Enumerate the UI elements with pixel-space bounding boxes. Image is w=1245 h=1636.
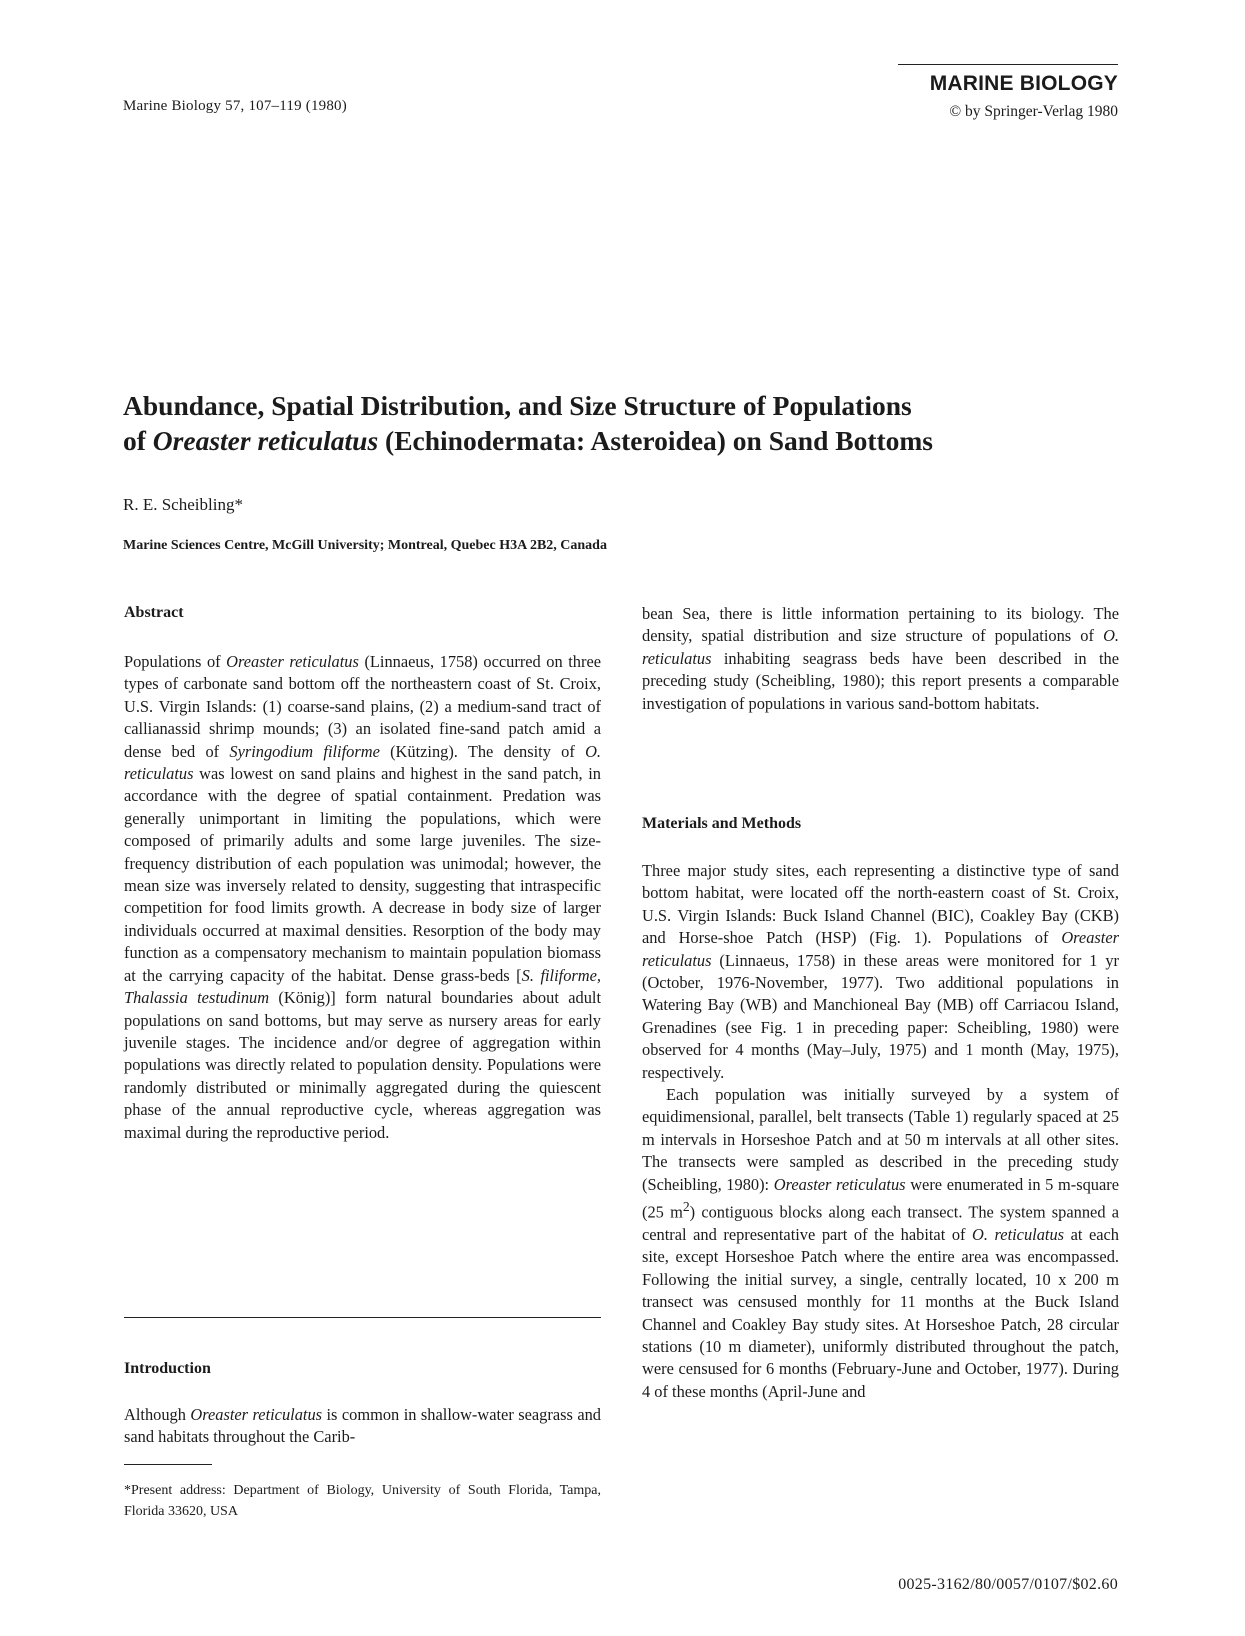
introduction-heading: Introduction — [124, 1360, 211, 1377]
article-code: 0025-3162/80/0057/0107/$02.60 — [898, 1576, 1118, 1593]
title-suffix: (Echinodermata: Asteroidea) on Sand Bottoms — [378, 425, 934, 456]
footnote-rule — [124, 1464, 212, 1465]
abstract-heading: Abstract — [124, 604, 184, 621]
title-line-2 — [123, 423, 1123, 458]
introduction-body — [124, 1404, 601, 1449]
abstract-divider — [124, 1317, 601, 1318]
affiliation: Marine Sciences Centre, McGill University; Montreal, Quebec H3A 2B2, Canada — [123, 538, 607, 553]
footnote: *Present address: Department of Biology, University of South Florida, Tampa, Florida 33620, USA — [124, 1483, 601, 1519]
journal-name: MARINE BIOLOGY — [929, 72, 1118, 95]
introduction-paragraph: Although Oreaster reticulatus is common in shallow-water seagrass and sand habitats throughout the Carib- — [124, 1405, 601, 1447]
methods-paragraph-1: Three major study sites, each representing a distinctive type of sand bottom habitat, were located off the north-eastern coast of St. Croix, U.S. Virgin Islands: Buck Island Channel (BIC), Coakley Bay (CKB) and Horse-shoe Patch (HSP) (Fig. 1). Populations of Oreaster reticulatus (Linnaeus, 1758) in these areas were monitored for 1 yr (October, 1976-November, 1977). Two additional populations in Watering Bay (WB) and Manchioneal Bay (MB) off Carriacou Island, Grenadines (see Fig. 1 in preceding paper: Scheibling, 1980) were observed for 4 months (May–July, 1975) and 1 month (May, 1975), respectively. — [642, 861, 1119, 1082]
paper-title — [123, 388, 1123, 458]
copyright-line: © by Springer-Verlag 1980 — [949, 103, 1118, 120]
abstract-paragraph: Populations of Oreaster reticulatus (Linnaeus, 1758) occurred on three types of carbonate sand bottom off the northeastern coast of St. Croix, U.S. Virgin Islands: (1) coarse-sand plains, (2) a medium-sand tract of callianassid shrimp mounds; (3) an isolated fine-sand patch amid a dense bed of Syringodium filiforme (Kützing). The density of O. reticulatus was lowest on sand plains and highest in the sand patch, in accordance with the degree of spatial containment. Predation was generally unimportant in limiting the populations, which were composed of primarily adults and some large juveniles. The size-frequency distribution of each population was unimodal; however, the mean size was inversely related to density, suggesting that intraspecific competition for food limits growth. A decrease in body size of larger individuals occurred at maximal densities. Resorption of the body may function as a compensatory mechanism to maintain population biomass at the carrying capacity of the habitat. Dense grass-beds [S. filiforme, Thalassia testudinum (König)] form natural boundaries about adult populations on sand bottoms, but may serve as nursery areas for early juvenile stages. The incidence and/or degree of aggregation within populations was directly related to population density. Populations were randomly distributed or minimally aggregated during the quiescent phase of the annual reproductive cycle, whereas aggregation was maximal during the reproductive period. — [124, 652, 601, 1142]
introduction-continued — [642, 603, 1119, 715]
citation-header: Marine Biology 57, 107–119 (1980) — [123, 98, 347, 114]
methods-paragraph-2: Each population was initially surveyed by a system of equidimensional, parallel, belt transects (Table 1) regularly spaced at 25 m intervals in Horseshoe Patch and at 50 m intervals at all other sites. The transects were sampled as described in the preceding study (Scheibling, 1980): Oreaster reticulatus were enumerated in 5 m-square (25 $m^2$) contiguous blocks along each transect. The system spanned a central and representative part of the habitat of O. reticulatus at each site, except Horseshoe Patch where the entire area was encompassed. Following the initial survey, a single, centrally located, 10 x 200 m transect was censused monthly for 11 months at the Buck Island Channel and Coakley Bay study sites. At Horseshoe Patch, 28 circular stations (10 m diameter), uniformly distributed throughout the patch, were censused for 6 months (February-June and October, 1977). During 4 of these months (April-June and — [642, 1085, 1120, 1401]
header-rule — [898, 64, 1118, 65]
title-prefix: of — [123, 425, 153, 456]
author-name: R. E. Scheibling* — [123, 495, 243, 514]
methods-body — [642, 860, 1119, 1403]
abstract-body — [124, 651, 601, 1144]
intro-continued-paragraph: bean Sea, there is little information pertaining to its biology. The density, spatial distribution and size structure of populations of O. reticulatus inhabiting seagrass beds have been described in the preceding study (Scheibling, 1980); this report presents a comparable investigation of populations in various sand-bottom habitats. — [642, 604, 1119, 713]
title-species: Oreaster reticulatus — [152, 425, 379, 456]
methods-heading: Materials and Methods — [642, 815, 802, 832]
title-line-1: Abundance, Spatial Distribution, and Size Structure of Populations — [123, 390, 912, 421]
